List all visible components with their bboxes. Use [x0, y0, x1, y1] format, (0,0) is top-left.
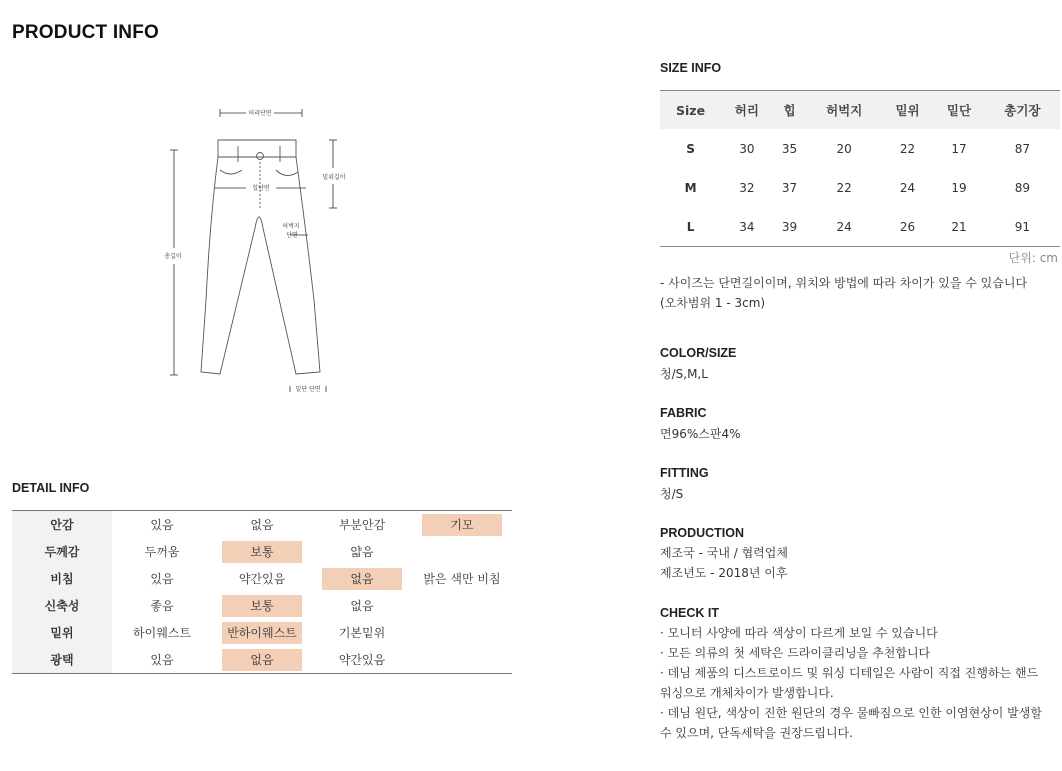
detail-option-cell: [312, 538, 412, 565]
detail-info-title: DETAIL INFO: [12, 481, 90, 495]
size-row: [660, 168, 1060, 207]
detail-option: 없음: [350, 598, 374, 613]
detail-option: 기본밑위: [338, 625, 386, 640]
size-column-header: Size: [660, 91, 721, 130]
detail-option: [422, 593, 502, 615]
detail-option-cell: [412, 646, 512, 674]
detail-option-cell: [112, 538, 212, 565]
size-value-cell: 17: [951, 141, 967, 156]
size-column-header: 허벅지: [807, 91, 882, 130]
page-title: PRODUCT INFO: [12, 22, 160, 43]
check-line: 수 있으며, 단독세탁을 권장드립니다.: [660, 726, 853, 740]
detail-option: 부분안감: [338, 517, 386, 532]
detail-option-selected: 보통: [222, 595, 302, 617]
detail-option: [422, 539, 502, 561]
size-label-cell: M: [684, 180, 697, 195]
fabric-title: FABRIC: [660, 406, 707, 420]
thigh-measure-label-1: 허벅지: [282, 223, 300, 230]
detail-option-cell: [212, 646, 312, 674]
size-label-cell: S: [686, 141, 695, 156]
size-value-cell: 34: [739, 219, 755, 234]
check-line: 워싱으로 개체차이가 발생합니다.: [660, 686, 834, 700]
detail-option: 있음: [150, 571, 174, 586]
size-value-cell: 20: [836, 141, 852, 156]
detail-option-selected: 보통: [222, 541, 302, 563]
detail-option: 좋음: [150, 598, 174, 613]
unit-label: 단위: cm: [1008, 251, 1058, 265]
size-value-cell: 37: [781, 180, 798, 195]
detail-row-label: 밑위: [12, 619, 112, 646]
production-line-1: 제조국 - 국내 / 협력업체: [660, 546, 788, 560]
size-column-header: 힙: [773, 91, 807, 130]
detail-option-selected: 없음: [322, 568, 402, 590]
detail-row-label: 두께감: [12, 538, 112, 565]
detail-option-cell: [212, 511, 312, 539]
detail-row-label: 광택: [12, 646, 112, 674]
length-measure-label: 총길이: [164, 253, 182, 260]
detail-option: [422, 620, 502, 642]
size-column-header: 허리: [721, 91, 772, 130]
check-line: · 모니터 사양에 따라 색상이 다르게 보일 수 있습니다: [660, 626, 938, 640]
detail-option: 있음: [150, 517, 174, 532]
size-value-cell: 22: [836, 180, 852, 195]
detail-row-label: 신축성: [12, 592, 112, 619]
detail-option-selected: 없음: [222, 649, 302, 671]
detail-option-cell: [312, 646, 412, 674]
size-value-cell: 24: [899, 180, 916, 195]
size-label-cell: L: [686, 219, 695, 234]
size-column-header: 밑단: [933, 91, 984, 130]
fitting-title: FITTING: [660, 466, 709, 480]
size-value-cell: 30: [739, 141, 755, 156]
detail-option: 밝은 색만 비침: [423, 571, 501, 586]
waist-measure-label: 허리단면: [248, 110, 272, 117]
fabric-value: 면96%스판4%: [660, 427, 741, 441]
size-note-1: - 사이즈는 단면길이이며, 위치와 방법에 따라 차이가 있을 수 있습니다: [660, 276, 1028, 290]
detail-option-selected: 기모: [422, 514, 502, 536]
check-line: · 모든 의류의 첫 세탁은 드라이클리닝을 추천합니다: [660, 646, 931, 660]
detail-option-cell: [212, 592, 312, 619]
detail-option-cell: [212, 538, 312, 565]
detail-row: [12, 511, 512, 539]
hem-measure-label: 밑단 단면: [295, 386, 321, 393]
detail-row-label: 비침: [12, 565, 112, 592]
size-info-table: [660, 90, 1060, 247]
detail-row: [12, 619, 512, 646]
size-column-header: 밑위: [882, 91, 933, 130]
detail-option: 얇음: [350, 544, 374, 559]
detail-option-cell: [312, 592, 412, 619]
detail-option-cell: [112, 646, 212, 674]
detail-option-cell: [312, 565, 412, 592]
size-row: [660, 207, 1060, 247]
size-value-cell: 91: [1014, 219, 1030, 234]
detail-option-cell: [112, 565, 212, 592]
detail-option-cell: [412, 565, 512, 592]
detail-option-cell: [112, 592, 212, 619]
size-value-cell: 19: [951, 180, 967, 195]
detail-row: [12, 646, 512, 674]
pants-measurement-diagram: [150, 100, 370, 400]
detail-option-cell: [412, 511, 512, 539]
detail-option-cell: [312, 619, 412, 646]
size-row: [660, 129, 1060, 168]
production-title: PRODUCTION: [660, 526, 745, 540]
size-value-cell: 35: [781, 141, 798, 156]
detail-option-cell: [412, 619, 512, 646]
size-note-2: (오차범위 1 - 3cm): [660, 296, 766, 310]
detail-option: 두꺼움: [144, 544, 180, 559]
size-info-title: SIZE INFO: [660, 61, 722, 75]
detail-option-cell: [412, 538, 512, 565]
size-value-cell: 89: [1014, 180, 1030, 195]
check-line: · 데님 제품의 디스트로이드 및 워싱 디테일은 사람이 직접 진행하는 핸드: [660, 666, 1039, 680]
size-value-cell: 21: [951, 219, 967, 234]
detail-option-cell: [112, 619, 212, 646]
size-value-cell: 39: [781, 219, 798, 234]
detail-option-cell: [312, 511, 412, 539]
color-size-title: COLOR/SIZE: [660, 346, 737, 360]
detail-option-selected: 반하이웨스트: [222, 622, 302, 644]
detail-option: 있음: [150, 652, 174, 667]
detail-row: [12, 538, 512, 565]
detail-row: [12, 565, 512, 592]
size-value-cell: 22: [899, 141, 916, 156]
detail-option-cell: [112, 511, 212, 539]
size-value-cell: 32: [739, 180, 755, 195]
detail-row-label: 안감: [12, 511, 112, 539]
detail-info-table: [12, 510, 512, 674]
color-size-value: 청/S,M,L: [660, 367, 708, 381]
check-it-title: CHECK IT: [660, 606, 720, 620]
size-value-cell: 26: [899, 219, 916, 234]
pants-illustration: [150, 100, 370, 400]
detail-option: [422, 647, 502, 669]
detail-option: 없음: [250, 517, 274, 532]
check-line: · 데님 원단, 색상이 진한 원단의 경우 물빠짐으로 인한 이염현상이 발생할: [660, 706, 1042, 720]
size-value-cell: 87: [1014, 141, 1030, 156]
detail-option: 약간있음: [238, 571, 286, 586]
detail-option: 하이웨스트: [133, 625, 191, 640]
size-column-header: 총기장: [985, 91, 1060, 130]
detail-option: 약간있음: [338, 652, 386, 667]
detail-row: [12, 592, 512, 619]
detail-option-cell: [212, 619, 312, 646]
detail-option-cell: [412, 592, 512, 619]
rise-measure-label: 밑위길이: [322, 174, 346, 181]
thigh-measure-label-2: 단면: [286, 232, 298, 239]
hip-measure-label: 힙단면: [252, 185, 270, 192]
production-line-2: 제조년도 - 2018년 이후: [660, 566, 788, 580]
fitting-value: 청/S: [660, 487, 684, 501]
detail-option-cell: [212, 565, 312, 592]
size-value-cell: 24: [836, 219, 852, 234]
